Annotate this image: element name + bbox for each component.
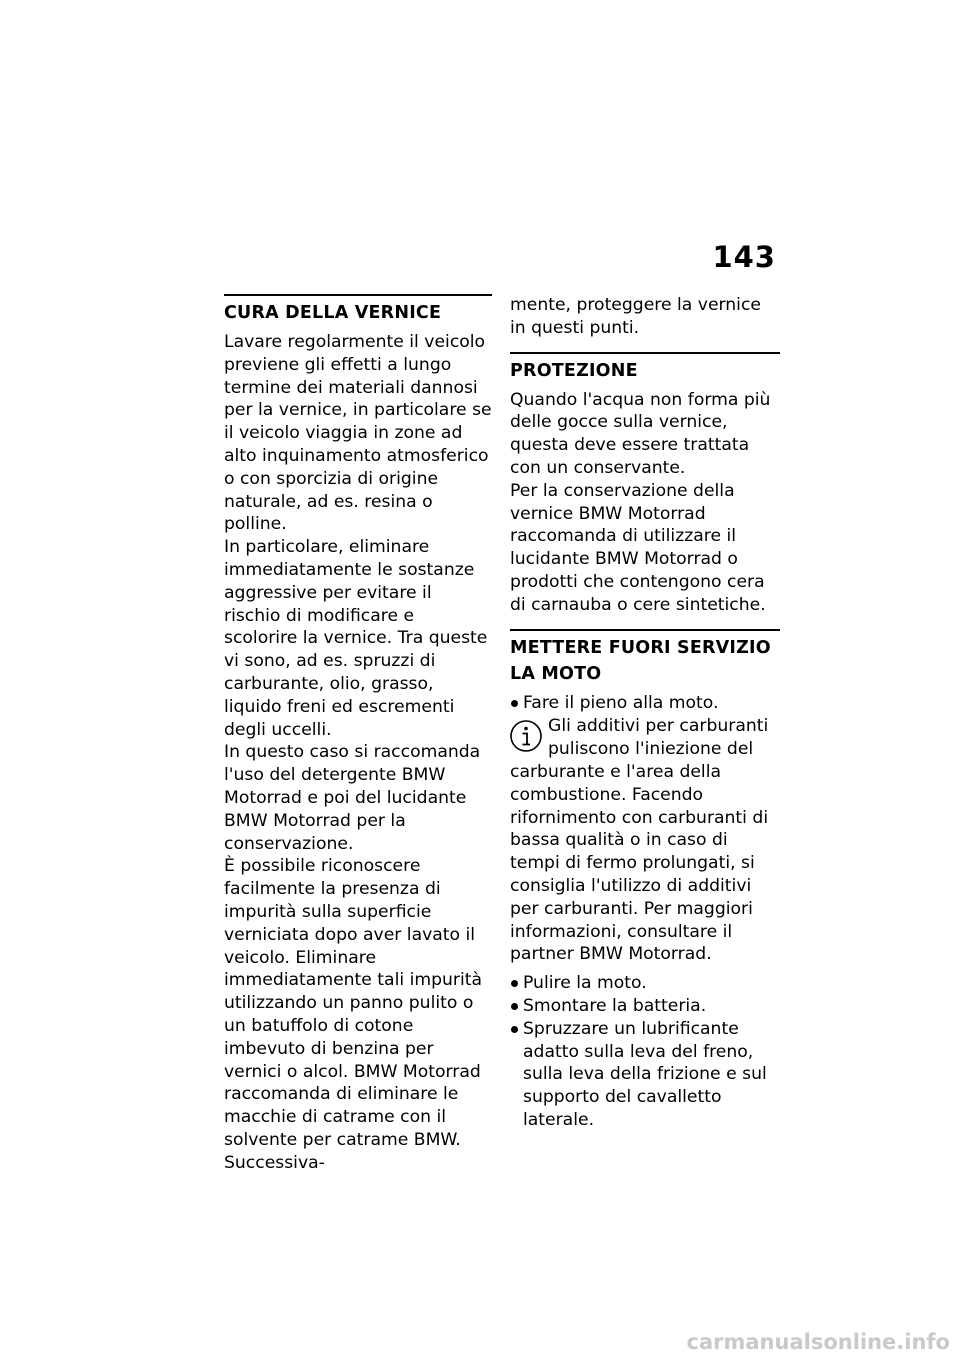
info-icon <box>508 718 544 754</box>
info-note <box>510 715 780 966</box>
paragraph: Per la conservazione della vernice BMW Motorrad raccomanda di utilizzare il lucidante BMW Motorrad o prodotti che contengono cera di carnauba o cere sintetiche. <box>510 480 766 615</box>
paragraph: Lavare regolarmente il veicolo previene gli effetti a lungo termine dei materiali dannosi per la vernice, in particolare se il veicolo viaggia in zone ad alto inquinamento atmosferico o con sporcizia di origine naturale, ad es. resina o polline. <box>224 332 492 535</box>
paragraph: Quando l'acqua non forma più delle gocce sulla vernice, questa deve essere trattata con un conservante. <box>510 389 771 478</box>
section-heading-paint-care: CURA DELLA VERNICE <box>224 294 492 326</box>
list-item: Smontare la batteria. <box>510 995 780 1018</box>
watermark: carmanualsonline.info <box>686 1330 950 1354</box>
bullet-list <box>510 692 780 715</box>
list-item: Fare il pieno alla moto. <box>510 692 780 715</box>
list-item: Spruzzare un lubrificante adatto sulla leva del freno, sulla leva della frizione e sul supporto del cavalletto laterale. <box>510 1018 780 1132</box>
right-column <box>510 294 780 1132</box>
note-text: Gli additivi per carburanti puliscono l'iniezione del carburante e l'area della combustione. Facendo rifornimento con carburanti di bassa qualità o in caso di tempi di fermo prolungati, si consiglia l'utilizzo di additivi per carburanti. Per maggiori informazioni, consultare il partner BMW Motorrad. <box>510 716 769 965</box>
paragraph: È possibile riconoscere facilmente la presenza di impurità sulla superficie verniciata dopo aver lavato il veicolo. Eliminare immediatamente tali impurità utilizzando un panno pulito o un batuffolo di cotone imbevuto di benzina per vernici o alcol. BMW Motorrad raccomanda di eliminare le macchie di catrame con il solvente per catrame BMW. Successiva- <box>224 856 483 1173</box>
paragraph: In particolare, eliminare immediatamente le sostanze aggressive per evitare il rischio di modificare e scolorire la vernice. Tra queste vi sono, ad es. spruzzi di carburante, olio, grasso, liquido freni ed escrementi degli uccelli. <box>224 537 488 740</box>
bullet-list <box>510 972 780 1132</box>
section-heading-decommission: METTERE FUORI SERVIZIO LA MOTO <box>510 629 780 687</box>
list-item: Pulire la moto. <box>510 972 780 995</box>
paragraph: In questo caso si raccomanda l'uso del detergente BMW Motorrad e poi del lucidante BMW Motorrad per la conservazione. <box>224 742 481 854</box>
section-heading-protection: PROTEZIONE <box>510 352 780 384</box>
left-column <box>224 294 492 1174</box>
paragraph: mente, proteggere la vernice in questi punti. <box>510 295 761 338</box>
page-number: 143 <box>712 240 776 274</box>
